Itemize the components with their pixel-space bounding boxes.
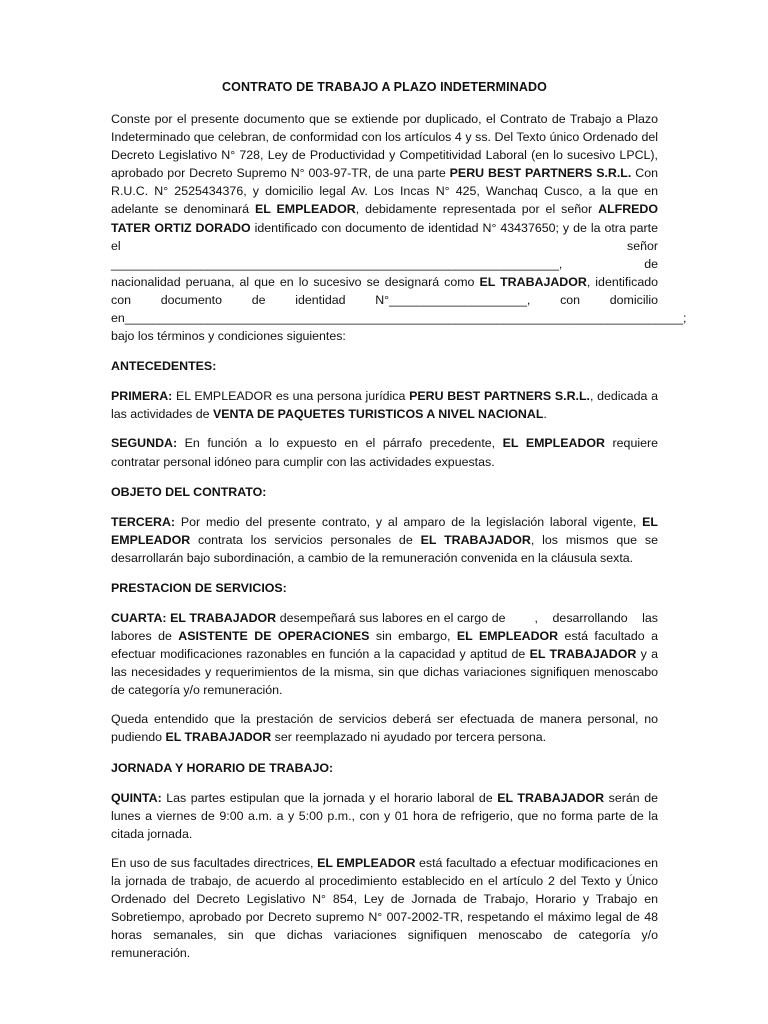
worker-term: EL TRABAJADOR (479, 274, 587, 289)
intro-text-6: nacionalidad peruana, al que en lo sucesivo se designará como (111, 274, 480, 289)
intro-closing: bajo los términos y condiciones siguientes: (111, 329, 346, 344)
paragraph-queda (111, 710, 658, 746)
intro-paragraph (111, 110, 687, 345)
clause-cuarta-label: CUARTA: EL TRABAJADOR (111, 610, 277, 625)
intro-text-2: Con R.U.C. N° 2525434376, y domicilio legal Av. Los Incas N° 425, Wanchaq Cusco, a la que en adelante se denominará (111, 166, 658, 217)
paragraph-uso-employer: EL EMPLEADOR (317, 855, 416, 870)
clause-segunda-label: SEGUNDA: (111, 436, 178, 451)
intro-nationality-line (111, 273, 658, 291)
clause-cuarta-text-4: y a las necesidades y requerimientos de la misma, sin que dichas variaciones signifiquen menoscabo de categoría y/o remuneración. (111, 647, 658, 698)
clause-quinta-label: QUINTA: (111, 790, 162, 805)
address-blank: en_________________________________________________________________________________; (111, 311, 687, 326)
intro-text-3: , debidamente representada por el señor (355, 202, 599, 217)
heading-prestacion: PRESTACION DE SERVICIOS: (111, 580, 287, 595)
clause-primera-text-3: . (543, 407, 547, 422)
clause-cuarta-role: ASISTENTE DE OPERACIONES (178, 628, 370, 643)
clause-tercera-text-2: contrata los servicios personales de (190, 532, 421, 547)
paragraph-queda-text-2: ser reemplazado ni ayudado por tercera persona. (271, 730, 547, 745)
clause-cuarta-text-3: está facultado a efectuar modificaciones razonables en función a la capacidad y aptitud de (111, 628, 659, 662)
clause-cuarta-worker: EL TRABAJADOR (529, 647, 637, 662)
paragraph-queda-worker: EL TRABAJADOR (165, 730, 272, 745)
intro-text-4: identificado con documento de identidad N° 43437650; y de la otra parte el señor (111, 220, 659, 253)
clause-segunda-employer: EL EMPLEADOR (502, 436, 605, 451)
word-de: de (251, 292, 266, 307)
clause-primera-text-1: EL EMPLEADOR es una persona jurídica (172, 389, 410, 404)
clause-primera (111, 387, 658, 423)
intro-text-7: , identificado (586, 274, 658, 289)
clause-segunda-text-2: requiere contratar personal idóneo para cumplir con las actividades expuestas. (111, 436, 658, 469)
heading-objeto: OBJETO DEL CONTRATO: (111, 484, 267, 499)
clause-tercera (111, 513, 658, 567)
clause-tercera-worker: EL TRABAJADOR (420, 532, 531, 547)
paragraph-uso-text-1: En uso de sus facultades directrices, (111, 855, 318, 870)
paragraph-uso (111, 854, 658, 963)
clause-cuarta-employer: EL EMPLEADOR (456, 628, 559, 643)
clause-segunda-text-1: En función a lo expuesto en el párrafo precedente, (177, 436, 503, 451)
clause-cuarta (111, 609, 662, 699)
intro-text-de: de (644, 256, 658, 271)
clause-cuarta-text-1: desempeñará sus labores en el cargo de , desarrollando las labores de (111, 610, 662, 643)
representative-name: ALFREDO TATER ORTIZ DORADO (111, 202, 659, 235)
clause-quinta-text-2: serán de lunes a viernes de 9:00 a.m. a y 5:00 p.m., con y 01 hora de refrigerio, que no forma parte de la citada jornada. (111, 790, 658, 841)
word-con: con (111, 292, 131, 307)
clause-quinta-text-1: Las partes estipulan que la jornada y el horario laboral de (161, 790, 498, 805)
clause-cuarta-text-2: sin embargo, (369, 628, 457, 643)
intro-text-1: Conste por el presente documento que se extiende por duplicado, el Contrato de Trabajo a Plazo Indeterminado que celebran, de conformidad con los artículos 4 y ss. Del Texto único Ordenado del Decreto Legislativo N° 728, Ley de Productividad y Competitividad Laboral (en lo sucesivo LPCL), aprobado por Decreto Supremo N° 003-97-TR, de una parte (111, 112, 658, 181)
intro-id-line (111, 291, 658, 309)
clause-primera-company: PERU BEST PARTNERS S.R.L. (409, 389, 590, 404)
clause-primera-label: PRIMERA: (111, 389, 173, 404)
worker-name-blank: _________________________________________________________________, (111, 256, 563, 271)
id-number-blank: N°____________________, (375, 292, 531, 307)
word-identidad: identidad (295, 292, 346, 307)
clause-segunda (111, 434, 658, 470)
employer-term: EL EMPLEADOR (254, 202, 356, 217)
paragraph-uso-text-2: está facultado a efectuar modificaciones en la jornada de trabajo, de acuerdo al procedimiento establecido en el artículo 2 del Texto y Único Ordenado del Decreto Legislativo N° 854, Ley de Jornada de Trabajo, Horario y Trabajo en Sobretiempo, aprobado por Decreto supremo N° 007-2002-TR, respetando el máximo legal de 48 horas semanales, sin que dichas variaciones signifiquen menoscabo de categoría y/o remuneración. (111, 855, 658, 961)
clause-tercera-label: TERCERA: (111, 514, 176, 529)
company-name: PERU BEST PARTNERS S.R.L. (449, 166, 632, 181)
clause-tercera-text-1: Por medio del presente contrato, y al amparo de la legislación laboral vigente, (175, 514, 643, 529)
clause-quinta-worker: EL TRABAJADOR (497, 790, 605, 805)
paragraph-queda-text-1: Queda entendido que la prestación de servicios deberá ser efectuada de manera personal, no pudiendo (111, 712, 658, 745)
document-title: CONTRATO DE TRABAJO A PLAZO INDETERMINADO (222, 80, 547, 94)
intro-text (111, 110, 658, 273)
contract-page (111, 78, 687, 962)
clause-primera-text-2: , dedicada a las actividades de (111, 389, 658, 422)
clause-tercera-employer: EL EMPLEADOR (111, 514, 658, 547)
word-domicilio: domicilio (609, 292, 658, 307)
word-documento: documento (160, 292, 222, 307)
address-blank-line (111, 309, 687, 327)
clause-primera-activity: VENTA DE PAQUETES TURISTICOS A NIVEL NACIONAL (212, 407, 544, 422)
clause-tercera-text-3: , los mismos que se desarrollarán bajo subordinación, a cambio de la remuneración convenida en la cláusula sexta. (111, 532, 659, 565)
word-con-2: con (560, 292, 581, 307)
heading-antecedentes: ANTECEDENTES: (111, 359, 217, 374)
clause-quinta (111, 789, 658, 843)
heading-jornada: JORNADA Y HORARIO DE TRABAJO: (111, 760, 334, 775)
